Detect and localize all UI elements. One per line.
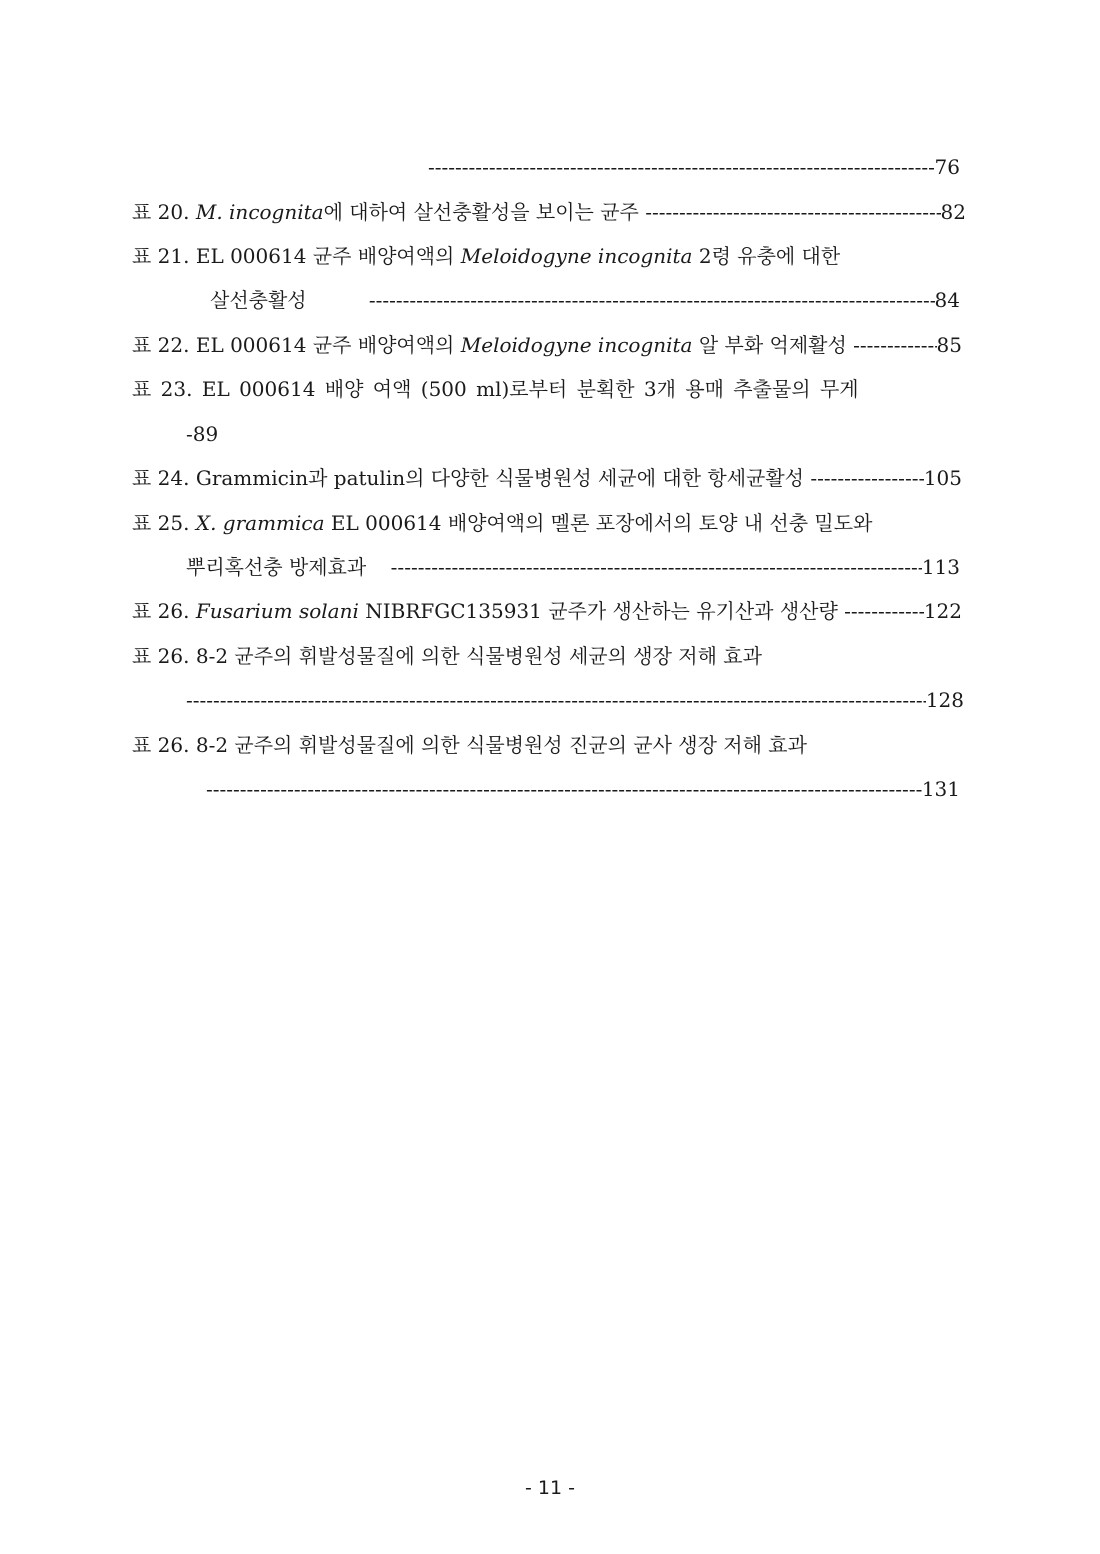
toc-page-number: 113: [921, 555, 960, 579]
toc-entry-species: X. grammica: [195, 511, 325, 535]
toc-entry-table-25-continued[interactable]: [186, 552, 960, 582]
toc-entry-prefix: 표 26.: [132, 599, 196, 623]
toc-entry-table-26-fungi-page[interactable]: [206, 774, 960, 804]
toc-page-number: 122: [923, 599, 962, 623]
toc-entry-species: Meloidogyne incognita: [460, 244, 693, 268]
toc-entry-title: 살선충활성: [210, 288, 307, 312]
dot-leader: [206, 774, 922, 804]
toc-entry-title: EL 000614 배양여액의 멜론 포장에서의 토양 내 선충 밀도와: [324, 511, 873, 535]
toc-entry-title: 표 24. Grammicin과 patulin의 다양한 식물병원성 세균에 대한 항세균활성: [132, 466, 811, 490]
toc-page-number: 105: [923, 466, 962, 490]
toc-entry-title: 2령 유충에 대한: [692, 244, 841, 268]
toc-entry-table-23-page[interactable]: [186, 419, 962, 449]
toc-entry-title: 표 26. 8-2 균주의 휘발성물질에 의한 식물병원성 진균의 균사 생장 저해 효과: [132, 733, 807, 757]
toc-entry-title: 에 대하여 살선충활성을 보이는 균주: [323, 200, 646, 224]
dot-leader: [369, 285, 935, 315]
dot-leader: [853, 330, 936, 360]
toc-entry-table-24[interactable]: [132, 463, 962, 493]
dot-leader: [844, 596, 924, 626]
toc-page-number: -89: [186, 422, 219, 446]
toc-entry-table-22[interactable]: [132, 330, 962, 360]
toc-entry-table-26-bacteria[interactable]: [132, 641, 962, 671]
toc-entry-table-23[interactable]: [132, 374, 968, 404]
toc-page-number: 76: [934, 155, 960, 179]
dot-leader: [391, 552, 922, 582]
toc-entry-species: Fusarium solani: [195, 599, 359, 623]
toc-page-number: 84: [934, 288, 960, 312]
dot-leader: [645, 197, 940, 227]
toc-page-number: 131: [921, 777, 960, 801]
toc-entry-species: Meloidogyne incognita: [460, 333, 693, 357]
toc-page-number: 82: [940, 200, 966, 224]
toc-entry-prefix: 표 22. EL 000614 균주 배양여액의: [132, 333, 461, 357]
toc-entry-table-26-fusarium[interactable]: [132, 596, 962, 626]
toc-entry-title: NIBRFGC135931 균주가 생산하는 유기산과 생산량: [358, 599, 845, 623]
toc-entry-title: 표 26. 8-2 균주의 휘발성물질에 의한 식물병원성 세균의 생장 저해 효과: [132, 644, 762, 668]
toc-entry-title: 뿌리혹선충 방제효과: [186, 555, 367, 579]
toc-entry-title: 표 23. EL 000614 배양 여액 (500 ml)로부터 분획한 3개 용매 추출물의 무게: [132, 377, 859, 401]
toc-entry-prefix: 표 20.: [132, 200, 196, 224]
dot-leader: [186, 685, 926, 715]
toc-leader-line: [428, 152, 960, 182]
toc-entry-title: 알 부화 억제활성: [692, 333, 854, 357]
dot-leader: [810, 463, 923, 493]
toc-entry-prefix: 표 25.: [132, 511, 196, 535]
toc-entry-table-25[interactable]: [132, 508, 968, 538]
toc-entry-table-26-bacteria-page[interactable]: [186, 685, 964, 715]
toc-entry-table-21[interactable]: [132, 241, 962, 271]
toc-entry-table-26-fungi[interactable]: [132, 730, 962, 760]
dot-leader: [428, 152, 935, 182]
toc-page-number: 85: [936, 333, 962, 357]
toc-entry-prefix: 표 21. EL 000614 균주 배양여액의: [132, 244, 461, 268]
toc-page-number: 128: [925, 688, 964, 712]
toc-entry-table-20[interactable]: [132, 197, 966, 227]
toc-entry-table-21-continued[interactable]: [210, 285, 960, 315]
toc-entry-species: M. incognita: [195, 200, 324, 224]
page-number: - 11 -: [525, 1477, 575, 1499]
